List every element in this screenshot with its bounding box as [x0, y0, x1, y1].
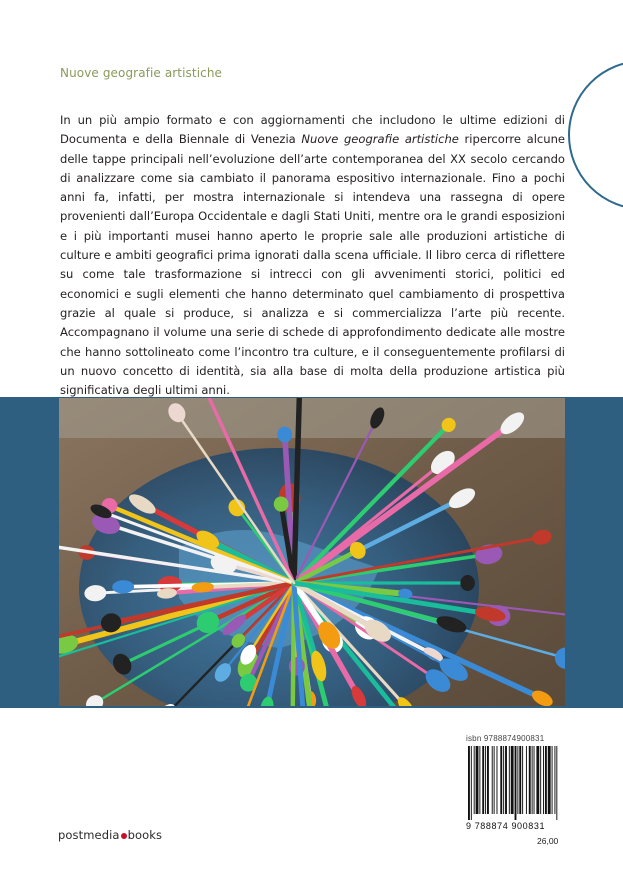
barcode-bar: [494, 746, 495, 814]
barcode-bar: [543, 746, 544, 814]
publisher-logo: [58, 828, 162, 842]
barcode-bar: [515, 746, 517, 820]
barcode-bar: [519, 746, 521, 814]
barcode-bar: [492, 746, 493, 814]
barcode-bar: [497, 746, 498, 814]
publisher-logo-dot: [121, 833, 127, 839]
barcode-bar: [517, 746, 518, 814]
back-cover-blurb: [60, 111, 565, 400]
barcode-bar: [532, 746, 533, 814]
barcode-bar: [526, 746, 527, 814]
price: 26,00: [537, 836, 559, 846]
publisher-name-part2: books: [127, 828, 163, 842]
barcode-bar: [511, 746, 514, 814]
barcode-bar: [505, 746, 507, 814]
barcode-bar: [485, 746, 486, 814]
barcode-bar: [471, 746, 472, 820]
barcode-bar: [529, 746, 531, 814]
barcode-bar: [522, 746, 523, 814]
series-title: Nuove geografie artistiche: [60, 66, 223, 80]
barcode-image: [466, 746, 568, 820]
barcode-bar: [534, 746, 535, 814]
barcode-bar: [500, 746, 502, 814]
decorative-arc: [568, 60, 623, 210]
barcode-bar: [482, 746, 484, 814]
barcode-bar: [468, 746, 470, 820]
isbn-label: isbn 9788874900831: [466, 734, 545, 743]
barcode-bar: [540, 746, 541, 814]
cover-photo: [59, 398, 565, 706]
barcode-bar: [545, 746, 547, 814]
barcode-bar: [474, 746, 475, 814]
barcode-bar: [552, 746, 553, 814]
barcode-bar: [554, 746, 555, 814]
barcode-bar: [509, 746, 510, 814]
barcode-bar: [476, 746, 479, 814]
blurb-text-start: In un più ampio formato e con aggiornamenti che includono le ultime edizioni di Documenta e della Biennale di Venezia: [60, 113, 565, 147]
barcode-bar: [548, 746, 551, 814]
barcode-bar: [487, 746, 489, 814]
barcode-bar: [536, 746, 539, 814]
barcode-bar: [503, 746, 504, 814]
artwork-egg: [460, 575, 475, 591]
publisher-name-part1: postmedia: [58, 828, 120, 842]
artwork-image: [59, 398, 565, 706]
blurb-text-rest: ripercorre alcune delle tappe principali nell’evoluzione dell’arte contemporanea del XX secolo cercando di analizzare come sia cambiato il panorama espositivo internazionale. Fino a pochi anni fa, infatti, per mostra internazionale si intendeva una rassegna di opere provenienti dall’Europa Occidentale e dagli Stati Uniti, mentre ora le grandi esposizioni e i più importanti musei hanno aperto le proprie sale alle produzioni artistiche di culture e ambiti geografici prima ignorati dalla scena ufficiale. Il libro cerca di riflettere su come tale trasformazione si intrecci con gli avvenimenti storici, politici ed economici e sugli elementi che hanno determinato quel cambiamento di prospettiva grazie al quale si produce, si analizza e si commercializza l’arte più recente. Accompagnano il volume una serie di schede di approfondimento dedicate alle mostre che hanno sottolineato come l’incontro tra culture, e il conseguentemente profilarsi di un nuovo concetto di identità, sia alla base di molta della produzione artistica più significativa degli ultimi anni.: [60, 132, 565, 398]
barcode-bar: [556, 746, 557, 820]
barcode-bar: [479, 746, 480, 814]
blurb-book-title: Nuove geografie artistiche: [301, 132, 459, 147]
barcode-digits: 9 788874 900831: [466, 821, 546, 831]
barcode-block: [466, 734, 568, 831]
